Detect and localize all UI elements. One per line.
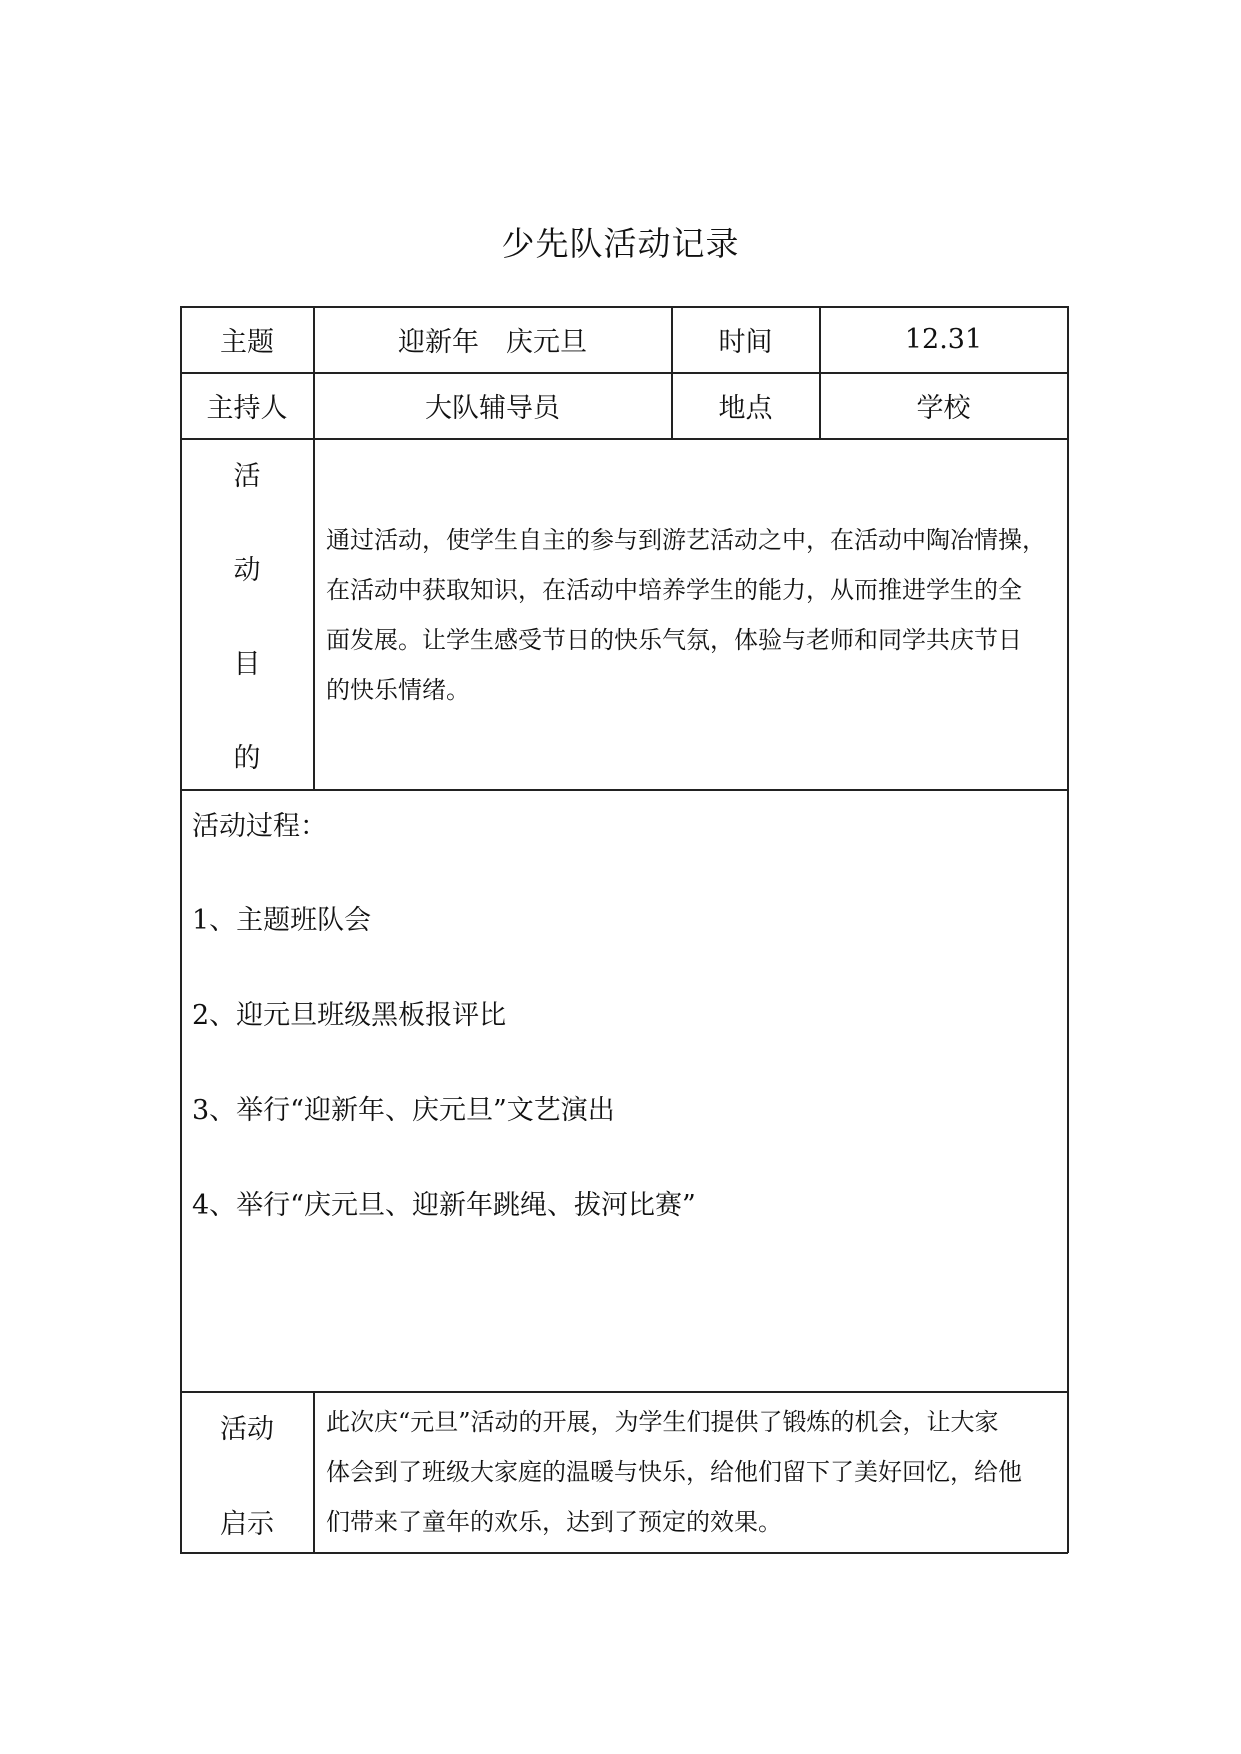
table-line (180, 1552, 1068, 1554)
location-value: 学校 (916, 393, 971, 424)
theme-label: 主题 (220, 327, 274, 358)
purpose-line: 的快乐情绪。 (326, 676, 470, 704)
process-item: 2、迎元旦班级黑板报评比 (192, 1000, 507, 1031)
purpose-label-char: 动 (233, 555, 261, 586)
table-line (180, 789, 1068, 791)
process-item: 3、举行“迎新年、庆元旦”文艺演出 (192, 1095, 615, 1126)
purpose-line: 在活动中获取知识，在活动中培养学生的能力，从而推进学生的全 (326, 576, 1022, 604)
host-value: 大队辅导员 (425, 393, 560, 424)
process-item: 4、举行“庆元旦、迎新年跳绳、拔河比赛” (192, 1190, 696, 1221)
insight-line: 们带来了童年的欢乐，达到了预定的效果。 (326, 1508, 782, 1536)
process-item: 1、主题班队会 (192, 905, 372, 936)
table-line (1067, 306, 1069, 1553)
purpose-line: 面发展。让学生感受节日的快乐气氛，体验与老师和同学共庆节日 (326, 626, 1022, 654)
purpose-label-char: 的 (233, 743, 261, 774)
process-heading: 活动过程： (192, 811, 327, 842)
theme-value: 迎新年 庆元旦 (398, 327, 587, 358)
purpose-line: 通过活动，使学生自主的参与到游艺活动之中，在活动中陶冶情操， (326, 526, 1046, 554)
table-line (180, 306, 182, 1553)
insight-label: 活动 (220, 1414, 274, 1445)
host-label: 主持人 (206, 393, 288, 424)
purpose-label-char: 目 (233, 649, 261, 680)
page-title: 少先队活动记录 (501, 224, 740, 263)
insight-line: 此次庆“元旦”活动的开展，为学生们提供了锻炼的机会，让大家 (326, 1408, 999, 1436)
time-label: 时间 (718, 327, 773, 358)
insight-line: 体会到了班级大家庭的温暖与快乐，给他们留下了美好回忆，给他 (326, 1458, 1022, 1486)
purpose-label-char: 活 (233, 461, 261, 492)
time-value: 12.31 (904, 324, 983, 355)
location-label: 地点 (718, 393, 773, 424)
insight-label: 启示 (220, 1509, 274, 1540)
